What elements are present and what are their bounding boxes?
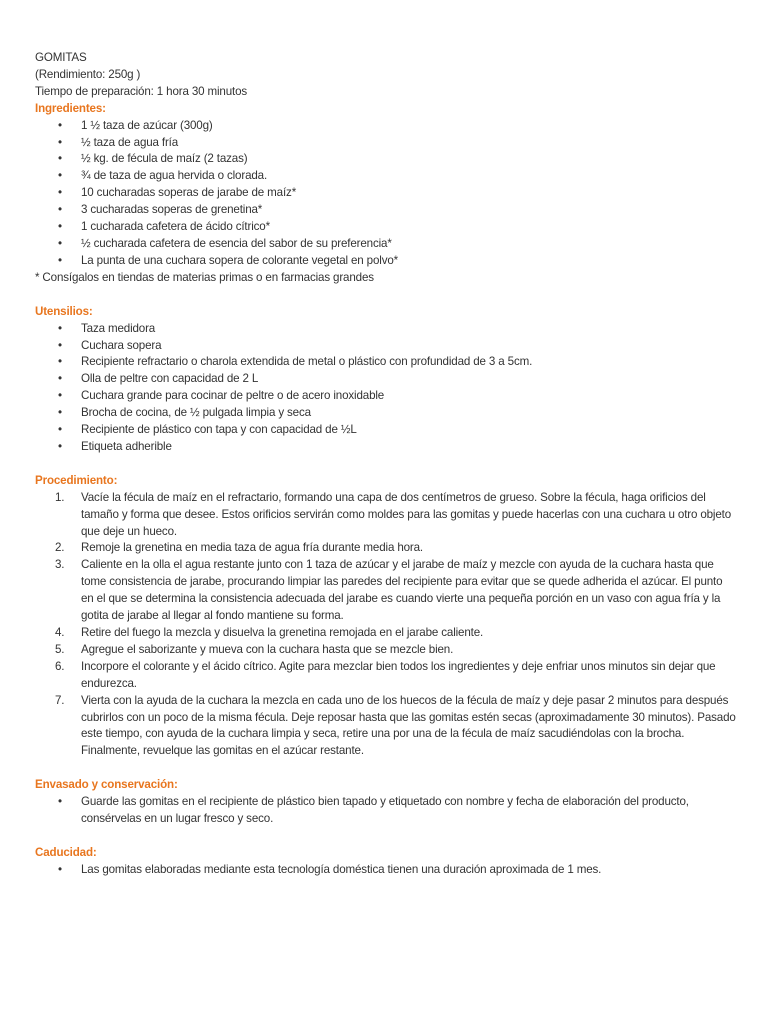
list-item: • Brocha de cocina, de ½ pulgada limpia y seca bbox=[35, 405, 740, 422]
ingredients-note: * Consígalos en tiendas de materias primas o en farmacias grandes bbox=[35, 270, 374, 284]
step-number: 3. bbox=[55, 558, 65, 572]
recipe-document bbox=[35, 50, 740, 879]
list-item: • Etiqueta adherible bbox=[35, 439, 740, 456]
step-number: 4. bbox=[55, 626, 65, 639]
step-number: 6. bbox=[55, 659, 65, 673]
procedure-step: 2. Remoje la grenetina en media taza de agua fría durante media hora. bbox=[35, 540, 740, 557]
procedure-step: 6. Incorpore el colorante y el ácido cítrico. Agite para mezclar bien todos los ingredientes y deje enfriar unos minutos sin dejar que endurezca. bbox=[55, 659, 716, 690]
procedure-step: 3. Caliente en la olla el agua restante junto con 1 taza de azúcar y el jarabe de maíz y mezcle con ayuda de la cuchara hasta que tome consistencia de jarabe, procurando limpiar las paredes del recipiente para evitar que se quede adherida el azúcar. El punto en el que se determina la consistencia adecuada del jarabe es cuando vierte una pequeña porción en un vaso con agua fría y la gotita de jarabe al llegar al fondo mantiene su forma. bbox=[55, 558, 723, 623]
list-item: • Cuchara grande para cocinar de peltre o de acero inoxidable bbox=[35, 388, 740, 405]
list-item: • Recipiente refractario o charola extendida de metal o plástico con profundidad de 3 a 5cm. bbox=[35, 354, 740, 371]
list-item: • La punta de una cuchara sopera de colorante vegetal en polvo* bbox=[35, 253, 740, 270]
list-item: • ½ taza de agua fría bbox=[35, 135, 740, 152]
list-item: • 1 ½ taza de azúcar (300g) bbox=[35, 118, 740, 135]
list-item: • Las gomitas elaboradas mediante esta tecnología doméstica tienen una duración aproximada de 1 mes. bbox=[35, 862, 740, 879]
step-number: 2. bbox=[55, 541, 65, 555]
expiry-heading: Caducidad: bbox=[35, 845, 97, 859]
packaging-list bbox=[35, 794, 740, 828]
procedure-step: 1. Vacíe la fécula de maíz en el refractario, formando una capa de dos centímetros de grueso. Sobre la fécula, haga orificios del tamaño y forma que desee. Estos orificios servirán como moldes para las gomitas y puede hacerlas con una cuchara u otro objeto que deje un hueco. bbox=[55, 490, 732, 538]
procedure-heading: Procedimiento: bbox=[35, 473, 118, 487]
list-item: • 1 cucharada cafetera de ácido cítrico* bbox=[35, 219, 740, 236]
list-item: • Taza medidora bbox=[35, 321, 740, 338]
recipe-yield: (Rendimiento: 250g ) bbox=[35, 67, 141, 81]
step-number: 5. bbox=[55, 642, 65, 656]
utensils-heading: Utensilios: bbox=[35, 304, 93, 318]
list-item: • 3 cucharadas soperas de grenetina* bbox=[35, 202, 740, 219]
ingredients-list bbox=[35, 118, 740, 270]
prep-time: Tiempo de preparación: 1 hora 30 minutos bbox=[35, 84, 248, 98]
procedure-step: 5. Agregue el saborizante y mueva con la cuchara hasta que se mezcle bien. bbox=[35, 642, 740, 659]
list-item: • Cuchara sopera bbox=[35, 338, 740, 355]
list-item: • Recipiente de plástico con tapa y con capacidad de ½L bbox=[35, 422, 740, 439]
procedure-step: 7. Vierta con la ayuda de la cuchara la mezcla en cada uno de los huecos de la fécula de maíz y deje pasar 2 minutos para después cubrirlos con un poco de la misma fécula. Deje reposar hasta que las gomitas estén secas (aproximadamente 30 minutos). Pasado este tiempo, con ayuda de la cuchara limpia y seca, retire una por una de la fécula de maíz sacudiéndolas con la brocha. Finalmente, revuelque las gomitas en el azúcar restante. bbox=[55, 693, 736, 758]
recipe-title: GOMITAS bbox=[35, 51, 87, 64]
procedure-list bbox=[35, 490, 740, 761]
utensils-list bbox=[35, 321, 740, 456]
list-item: • Guarde las gomitas en el recipiente de plástico bien tapado y etiquetado con nombre y fecha de elaboración del producto, consérvelas en un lugar fresco y seco. bbox=[35, 794, 740, 828]
packaging-heading: Envasado y conservación: bbox=[35, 778, 178, 792]
ingredients-heading: Ingredientes: bbox=[35, 101, 106, 115]
list-item: • ½ kg. de fécula de maíz (2 tazas) bbox=[35, 151, 740, 168]
step-number: 1. bbox=[55, 490, 65, 504]
list-item: • 10 cucharadas soperas de jarabe de maíz* bbox=[35, 185, 740, 202]
procedure-step: 4. Retire del fuego la mezcla y disuelva la grenetina remojada en el jarabe caliente. bbox=[35, 625, 740, 642]
list-item: • Olla de peltre con capacidad de 2 L bbox=[35, 371, 740, 388]
list-item: • ¾ de taza de agua hervida o clorada. bbox=[35, 168, 740, 185]
step-number: 7. bbox=[55, 693, 65, 707]
list-item: • ½ cucharada cafetera de esencia del sabor de su preferencia* bbox=[35, 236, 740, 253]
expiry-list bbox=[35, 862, 740, 879]
